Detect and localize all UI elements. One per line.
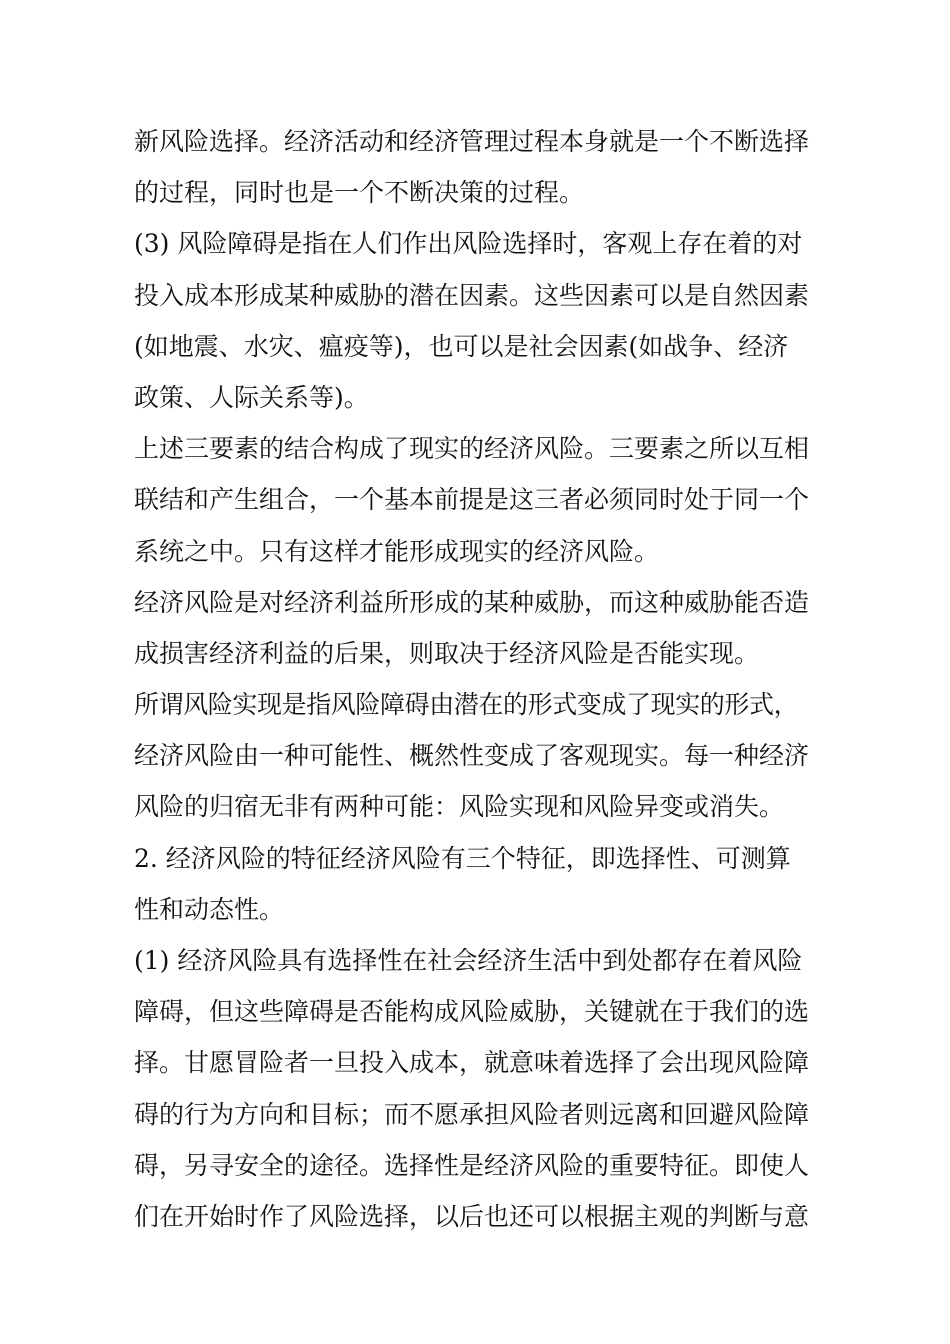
text-line: (3) 风险障碍是指在人们作出风险选择时，客观上存在着的对: [134, 229, 803, 259]
text-line: 投入成本形成某种威胁的潜在因素。这些因素可以是自然因素: [134, 280, 810, 310]
document-body-text: [134, 116, 834, 1242]
text-line: (1) 经济风险具有选择性在社会经济生活中到处都存在着风险: [134, 946, 803, 975]
text-line: 障碍，但这些障碍是否能构成风险威胁，关键就在于我们的选: [134, 997, 810, 1027]
text-line: 系统之中。只有这样才能形成现实的经济风险。: [134, 536, 660, 566]
text-line: 联结和产生组合，一个基本前提是这三者必须同时处于同一个: [134, 485, 810, 515]
text-line: 所谓风险实现是指风险障碍由潜在的形式变成了现实的形式，: [134, 690, 799, 720]
text-line: 经济风险是对经济利益所形成的某种威胁，而这种威胁能否造: [134, 587, 810, 617]
text-line: (如地震、水灾、瘟疫等)，也可以是社会因素(如战争、经济: [134, 331, 789, 361]
text-line: 碍，另寻安全的途径。选择性是经济风险的重要特征。即使人: [134, 1150, 810, 1180]
text-line: 风险的归宿无非有两种可能：风险实现和风险异变或消失。: [134, 792, 785, 822]
text-line: 经济风险由一种可能性、概然性变成了客观现实。每一种经济: [134, 741, 810, 771]
text-line: 们在开始时作了风险选择，以后也还可以根据主观的判断与意: [134, 1201, 810, 1231]
text-line: 碍的行为方向和目标；而不愿承担风险者则远离和回避风险障: [134, 1099, 810, 1129]
text-line: 的过程，同时也是一个不断决策的过程。: [134, 178, 585, 208]
text-line: 择。甘愿冒险者一旦投入成本，就意味着选择了会出现风险障: [134, 1048, 810, 1078]
text-line: 新风险选择。经济活动和经济管理过程本身就是一个不断选择: [134, 127, 810, 156]
text-line: 上述三要素的结合构成了现实的经济风险。三要素之所以互相: [134, 434, 810, 464]
text-line: 成损害经济利益的后果，则取决于经济风险是否能实现。: [134, 638, 760, 668]
text-line: 性和动态性。: [134, 894, 285, 924]
text-line: 政策、人际关系等)。: [134, 382, 369, 412]
text-line: 2. 经济风险的特征经济风险有三个特征，即选择性、可测算: [134, 843, 791, 873]
